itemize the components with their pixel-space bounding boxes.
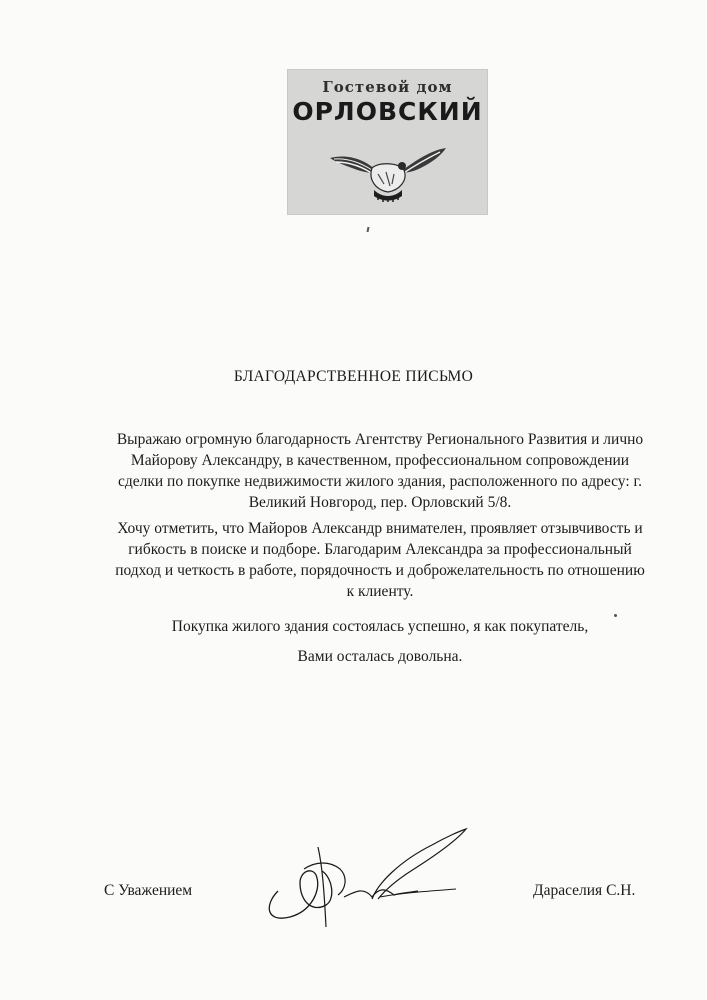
scan-dot <box>614 614 617 617</box>
signer-name: Дараселия С.Н. <box>533 882 636 899</box>
closing-phrase: С Уважением <box>104 882 193 899</box>
paragraph-satisfaction: Вами осталась довольна. <box>297 648 463 665</box>
handwritten-signature <box>260 825 475 940</box>
paragraph-qualities: Хочу отметить, что Майоров Александр внимателен, проявляет отзывчивость и гибкость в поиске и подборе. Благодарим Александра за профессиональный подход и четкость в работе, порядочность и доброжелательность по отношению к клиенту. <box>115 520 645 600</box>
paragraph-gratitude: Выражаю огромную благодарность Агентству Регионального Развития и лично Майорову Александру, в качественном, профессиональном сопровождении сделки по покупке недвижимости жилого здания, расположенного по адресу: г. Великий Новгород, пер. Орловский 5/8. <box>116 431 644 511</box>
eagle-icon <box>328 128 448 212</box>
logo-subtitle: Гостевой дом <box>322 78 453 96</box>
logo-title: ОРЛОВСКИЙ <box>292 97 483 126</box>
scan-mark <box>367 227 370 232</box>
letter-title: БЛАГОДАРСТВЕННОЕ ПИСЬМО <box>233 368 474 385</box>
guesthouse-logo <box>287 69 488 215</box>
paragraph-outcome: Покупка жилого здания состоялась успешно, я как покупатель, <box>171 618 589 635</box>
